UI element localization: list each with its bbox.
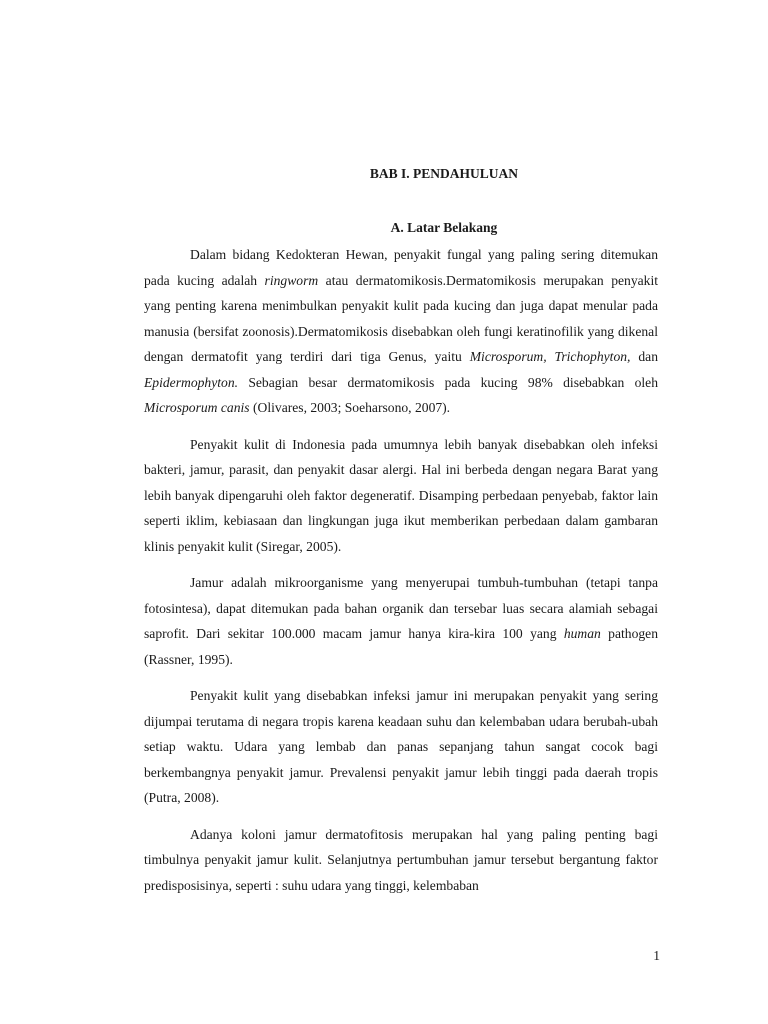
paragraph xyxy=(144,822,658,899)
text-run: Penyakit kulit di Indonesia pada umumnya lebih banyak disebabkan oleh infeksi bakteri, jamur, parasit, dan penyakit dasar alergi. Hal ini berbeda dengan negara Barat yang lebih banyak dipengaruhi oleh faktor degeneratif. Disamping perbedaan penyebab, faktor lain seperti iklim, kebiasaan dan lingkungan juga ikut memberikan perbedaan dalam gambaran klinis penyakit kulit (Siregar, 2005). xyxy=(144,436,658,554)
italic-term: Microsporum, Trichophyton, xyxy=(469,349,631,364)
text-run: dan xyxy=(630,349,659,364)
chapter-title: BAB I. PENDAHULUAN xyxy=(369,166,519,181)
text-run: Sebagian besar dermatomikosis pada kucing 98% disebabkan oleh xyxy=(238,374,658,390)
italic-term: human xyxy=(563,626,601,641)
paragraph xyxy=(144,242,658,421)
paragraph xyxy=(144,432,658,560)
text-run: Jamur adalah mikroorganisme yang menyerupai tumbuh-tumbuhan (tetapi tanpa fotosintesa), dapat ditemukan pada bahan organik dan tersebar luas secara alamiah sebagai saprofit. Dari sekitar 100.000 macam jamur hanya kira-kira 100 yang xyxy=(144,575,658,641)
text-run: Penyakit kulit yang disebabkan infeksi jamur ini merupakan penyakit yang sering dijumpai terutama di negara tropis karena keadaan suhu dan kelembaban udara berubah-ubah setiap waktu. Udara yang lembab dan panas sepanjang tahun sangat cocok bagi berkembangnya penyakit jamur. Prevalensi penyakit jamur lebih tinggi pada daerah tropis (Putra, 2008). xyxy=(144,688,658,805)
text-run: (Olivares, 2003; Soeharsono, 2007). xyxy=(249,400,451,415)
body-text xyxy=(144,242,658,898)
paragraph xyxy=(144,570,658,672)
section-title: A. Latar Belakang xyxy=(390,220,498,235)
paragraph xyxy=(144,683,658,811)
italic-term: Epidermophyton. xyxy=(144,374,239,390)
italic-term: Microsporum canis xyxy=(144,400,250,415)
text-run: atau dermatomikosis.Dermatomikosis merupakan penyakit yang penting karena menimbulkan penyakit kulit pada kucing dan juga dapat menular pada manusia (bersifat zoonosis).Dermatomikosis disebabkan oleh fungi keratinofilik yang dikenal dengan dermatofit yang terdiri dari tiga Genus, yaitu xyxy=(144,272,659,364)
page-number: 1 xyxy=(653,948,660,963)
text-run: pathogen (Rassner, 1995). xyxy=(144,626,659,667)
text-run: Adanya koloni jamur dermatofitosis merupakan hal yang paling penting bagi timbulnya penyakit jamur kulit. Selanjutnya pertumbuhan jamur tersebut bergantung faktor predisposisinya, seperti : suhu udara yang tinggi, kelembaban xyxy=(144,826,658,893)
text-run: Dalam bidang Kedokteran Hewan, penyakit fungal yang paling sering ditemukan pada kucing adalah xyxy=(144,247,658,288)
italic-term: ringworm xyxy=(264,272,319,288)
